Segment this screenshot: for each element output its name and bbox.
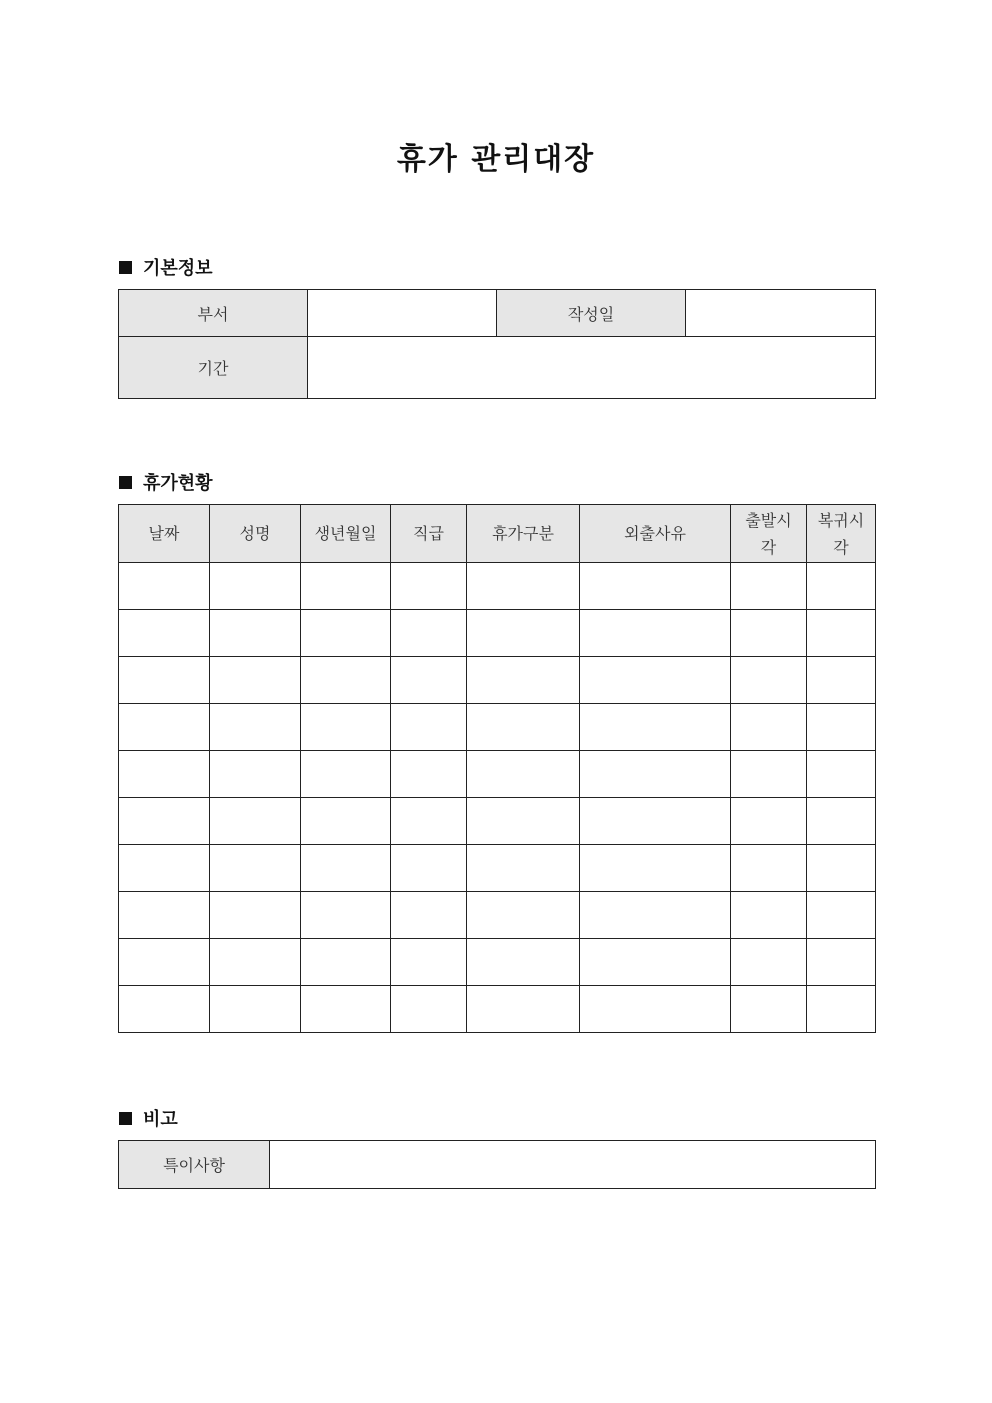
period-label: 기간 — [119, 337, 308, 399]
section-heading-label: 기본정보 — [143, 258, 213, 279]
table-cell[interactable] — [391, 563, 467, 610]
table-cell[interactable] — [119, 986, 210, 1033]
table-row — [119, 892, 876, 939]
table-cell[interactable] — [391, 939, 467, 986]
table-cell[interactable] — [467, 610, 580, 657]
table-cell[interactable] — [467, 751, 580, 798]
section-heading-label: 비고 — [143, 1109, 178, 1130]
table-cell[interactable] — [467, 845, 580, 892]
table-cell[interactable] — [301, 751, 391, 798]
written-date-label: 작성일 — [497, 290, 686, 337]
table-cell[interactable] — [580, 751, 731, 798]
table-cell[interactable] — [391, 892, 467, 939]
table-cell[interactable] — [119, 892, 210, 939]
remarks-table — [118, 1140, 876, 1189]
table-cell[interactable] — [119, 751, 210, 798]
table-cell[interactable] — [301, 892, 391, 939]
table-cell[interactable] — [210, 845, 301, 892]
table-row — [119, 563, 876, 610]
table-row — [119, 939, 876, 986]
table-cell[interactable] — [580, 845, 731, 892]
table-cell[interactable] — [391, 657, 467, 704]
table-cell[interactable] — [210, 751, 301, 798]
column-header: 복귀시 각 — [807, 505, 876, 563]
written-date-field[interactable] — [686, 290, 876, 337]
table-cell[interactable] — [467, 657, 580, 704]
table-cell[interactable] — [210, 798, 301, 845]
table-cell[interactable] — [731, 939, 807, 986]
table-cell[interactable] — [731, 610, 807, 657]
section-heading-remarks — [119, 1105, 178, 1131]
column-header: 외출사유 — [580, 505, 731, 563]
table-cell[interactable] — [301, 845, 391, 892]
notes-label: 특이사항 — [119, 1141, 270, 1189]
table-cell[interactable] — [731, 751, 807, 798]
table-cell[interactable] — [580, 892, 731, 939]
table-cell[interactable] — [807, 657, 876, 704]
table-cell[interactable] — [210, 939, 301, 986]
table-row — [119, 845, 876, 892]
table-cell[interactable] — [807, 892, 876, 939]
table-cell[interactable] — [391, 986, 467, 1033]
table-cell[interactable] — [807, 751, 876, 798]
table-cell[interactable] — [301, 563, 391, 610]
table-row — [119, 610, 876, 657]
table-row — [119, 798, 876, 845]
table-cell[interactable] — [210, 986, 301, 1033]
table-cell[interactable] — [580, 704, 731, 751]
column-header: 직급 — [391, 505, 467, 563]
section-heading-leave-status — [119, 469, 213, 495]
table-cell[interactable] — [580, 563, 731, 610]
table-cell[interactable] — [731, 798, 807, 845]
section-heading-label: 휴가현황 — [143, 473, 213, 494]
table-cell[interactable] — [580, 610, 731, 657]
table-cell[interactable] — [119, 610, 210, 657]
table-cell[interactable] — [731, 845, 807, 892]
table-cell[interactable] — [301, 798, 391, 845]
table-cell[interactable] — [119, 939, 210, 986]
square-bullet-icon — [119, 476, 132, 489]
table-cell[interactable] — [731, 986, 807, 1033]
table-cell[interactable] — [807, 563, 876, 610]
table-header-row — [119, 505, 876, 563]
table-cell[interactable] — [731, 892, 807, 939]
square-bullet-icon — [119, 1112, 132, 1125]
table-cell[interactable] — [731, 657, 807, 704]
table-cell[interactable] — [391, 798, 467, 845]
table-cell[interactable] — [467, 939, 580, 986]
table-cell[interactable] — [119, 704, 210, 751]
column-header: 휴가구분 — [467, 505, 580, 563]
table-cell[interactable] — [301, 704, 391, 751]
table-cell[interactable] — [301, 610, 391, 657]
table-cell[interactable] — [467, 892, 580, 939]
column-header: 생년월일 — [301, 505, 391, 563]
table-cell[interactable] — [807, 704, 876, 751]
column-header: 출발시 각 — [731, 505, 807, 563]
table-cell[interactable] — [210, 563, 301, 610]
table-cell[interactable] — [391, 845, 467, 892]
dept-label: 부서 — [119, 290, 308, 337]
notes-field[interactable] — [270, 1141, 876, 1189]
square-bullet-icon — [119, 261, 132, 274]
table-cell[interactable] — [807, 845, 876, 892]
table-cell[interactable] — [731, 563, 807, 610]
table-cell[interactable] — [580, 939, 731, 986]
page-title: 휴가 관리대장 — [396, 142, 596, 177]
table-cell[interactable] — [119, 798, 210, 845]
table-cell[interactable] — [580, 986, 731, 1033]
table-cell[interactable] — [391, 610, 467, 657]
table-cell[interactable] — [467, 798, 580, 845]
table-cell[interactable] — [580, 657, 731, 704]
table-row — [119, 751, 876, 798]
table-cell[interactable] — [467, 986, 580, 1033]
table-row — [119, 986, 876, 1033]
table-row — [119, 704, 876, 751]
table-cell[interactable] — [731, 704, 807, 751]
table-cell[interactable] — [210, 892, 301, 939]
table-cell[interactable] — [210, 610, 301, 657]
basic-info-table — [118, 289, 876, 399]
column-header: 날짜 — [119, 505, 210, 563]
table-cell[interactable] — [467, 704, 580, 751]
period-field[interactable] — [308, 337, 876, 399]
column-header: 성명 — [210, 505, 301, 563]
dept-field[interactable] — [308, 290, 497, 337]
table-cell[interactable] — [807, 986, 876, 1033]
table-row — [119, 657, 876, 704]
table-cell[interactable] — [807, 610, 876, 657]
table-cell[interactable] — [301, 986, 391, 1033]
table-cell[interactable] — [807, 798, 876, 845]
table-cell[interactable] — [119, 845, 210, 892]
table-cell[interactable] — [119, 657, 210, 704]
table-cell[interactable] — [210, 657, 301, 704]
table-cell[interactable] — [807, 939, 876, 986]
table-cell[interactable] — [580, 798, 731, 845]
table-cell[interactable] — [301, 939, 391, 986]
section-heading-basic-info — [119, 254, 213, 280]
table-cell[interactable] — [119, 563, 210, 610]
table-cell[interactable] — [301, 657, 391, 704]
table-cell[interactable] — [391, 704, 467, 751]
table-cell[interactable] — [391, 751, 467, 798]
table-cell[interactable] — [467, 563, 580, 610]
table-cell[interactable] — [210, 704, 301, 751]
leave-status-table — [118, 504, 876, 1033]
